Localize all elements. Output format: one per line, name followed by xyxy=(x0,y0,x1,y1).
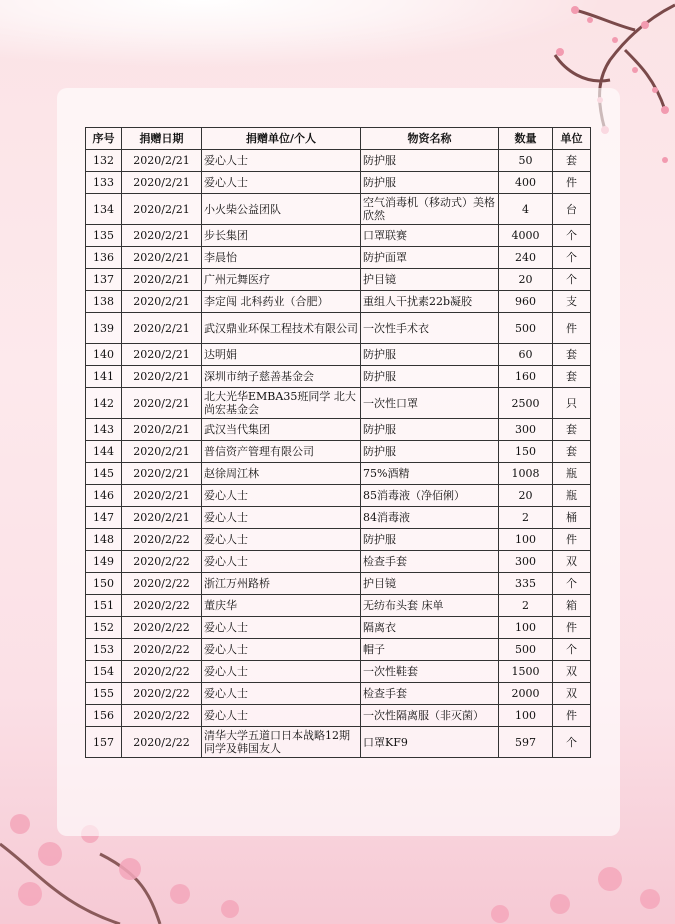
cell-unit: 个 xyxy=(553,247,591,269)
cell-date: 2020/2/21 xyxy=(122,269,202,291)
cell-date: 2020/2/22 xyxy=(122,683,202,705)
cell-index: 134 xyxy=(86,194,122,225)
cell-donor: 深圳市纳子慈善基金会 xyxy=(202,366,361,388)
cell-date: 2020/2/22 xyxy=(122,727,202,758)
cell-quantity: 335 xyxy=(499,573,553,595)
cell-index: 152 xyxy=(86,617,122,639)
header-item: 物资名称 xyxy=(361,128,499,150)
header-donor: 捐赠单位/个人 xyxy=(202,128,361,150)
cell-unit: 只 xyxy=(553,388,591,419)
table-row xyxy=(86,388,591,419)
cell-donor: 赵徐周江林 xyxy=(202,463,361,485)
cell-item: 75%酒精 xyxy=(361,463,499,485)
cell-quantity: 960 xyxy=(499,291,553,313)
cell-unit: 台 xyxy=(553,194,591,225)
cell-date: 2020/2/21 xyxy=(122,313,202,344)
table-row xyxy=(86,507,591,529)
cell-index: 156 xyxy=(86,705,122,727)
cell-quantity: 150 xyxy=(499,441,553,463)
cell-donor: 北大光华EMBA35班同学 北大尚宏基金会 xyxy=(202,388,361,419)
cell-date: 2020/2/21 xyxy=(122,388,202,419)
cell-donor: 爱心人士 xyxy=(202,150,361,172)
cell-quantity: 2 xyxy=(499,507,553,529)
cell-index: 147 xyxy=(86,507,122,529)
cell-quantity: 20 xyxy=(499,485,553,507)
cell-index: 133 xyxy=(86,172,122,194)
cell-index: 135 xyxy=(86,225,122,247)
cell-item: 口罩KF9 xyxy=(361,727,499,758)
cell-quantity: 20 xyxy=(499,269,553,291)
cell-date: 2020/2/21 xyxy=(122,225,202,247)
cell-quantity: 60 xyxy=(499,344,553,366)
cell-unit: 套 xyxy=(553,150,591,172)
cell-unit: 瓶 xyxy=(553,463,591,485)
cell-quantity: 2500 xyxy=(499,388,553,419)
cell-donor: 普信资产管理有限公司 xyxy=(202,441,361,463)
header-index: 序号 xyxy=(86,128,122,150)
cell-item: 口罩联赛 xyxy=(361,225,499,247)
cell-unit: 个 xyxy=(553,727,591,758)
cell-date: 2020/2/22 xyxy=(122,617,202,639)
cell-date: 2020/2/22 xyxy=(122,573,202,595)
table-row xyxy=(86,727,591,758)
table-row xyxy=(86,529,591,551)
cell-index: 143 xyxy=(86,419,122,441)
cell-date: 2020/2/22 xyxy=(122,705,202,727)
cell-item: 隔离衣 xyxy=(361,617,499,639)
cell-donor: 爱心人士 xyxy=(202,639,361,661)
cell-index: 154 xyxy=(86,661,122,683)
cell-unit: 桶 xyxy=(553,507,591,529)
cell-quantity: 1008 xyxy=(499,463,553,485)
cell-unit: 双 xyxy=(553,661,591,683)
cell-unit: 个 xyxy=(553,225,591,247)
cell-unit: 双 xyxy=(553,683,591,705)
table-row xyxy=(86,194,591,225)
cell-item: 一次性手术衣 xyxy=(361,313,499,344)
cell-date: 2020/2/22 xyxy=(122,595,202,617)
cell-unit: 套 xyxy=(553,441,591,463)
cell-quantity: 300 xyxy=(499,551,553,573)
table-row xyxy=(86,419,591,441)
cell-donor: 小火柴公益团队 xyxy=(202,194,361,225)
cell-date: 2020/2/21 xyxy=(122,194,202,225)
cell-index: 148 xyxy=(86,529,122,551)
cell-quantity: 597 xyxy=(499,727,553,758)
cell-item: 空气消毒机（移动式）美格欣然 xyxy=(361,194,499,225)
table-row xyxy=(86,366,591,388)
cell-index: 138 xyxy=(86,291,122,313)
cell-item: 护目镜 xyxy=(361,573,499,595)
header-quantity: 数量 xyxy=(499,128,553,150)
cell-quantity: 1500 xyxy=(499,661,553,683)
cell-unit: 套 xyxy=(553,366,591,388)
table-row xyxy=(86,485,591,507)
cell-unit: 个 xyxy=(553,573,591,595)
cell-index: 142 xyxy=(86,388,122,419)
cell-quantity: 2 xyxy=(499,595,553,617)
cell-item: 一次性隔离服（非灭菌） xyxy=(361,705,499,727)
table-row xyxy=(86,661,591,683)
cell-donor: 清华大学五道口日本战略12期同学及韩国友人 xyxy=(202,727,361,758)
cell-donor: 爱心人士 xyxy=(202,529,361,551)
table-row xyxy=(86,247,591,269)
cell-index: 136 xyxy=(86,247,122,269)
table-row xyxy=(86,617,591,639)
cell-index: 149 xyxy=(86,551,122,573)
cell-date: 2020/2/21 xyxy=(122,247,202,269)
cell-item: 重组人干扰素22b凝胶 xyxy=(361,291,499,313)
table-row xyxy=(86,463,591,485)
table-row xyxy=(86,269,591,291)
cell-donor: 广州元舞医疗 xyxy=(202,269,361,291)
cell-quantity: 400 xyxy=(499,172,553,194)
cell-quantity: 500 xyxy=(499,639,553,661)
table-row xyxy=(86,705,591,727)
cell-date: 2020/2/21 xyxy=(122,507,202,529)
cell-item: 无纺布头套 床单 xyxy=(361,595,499,617)
cell-unit: 件 xyxy=(553,313,591,344)
cell-donor: 爱心人士 xyxy=(202,172,361,194)
cell-date: 2020/2/21 xyxy=(122,485,202,507)
cell-quantity: 4000 xyxy=(499,225,553,247)
cell-unit: 箱 xyxy=(553,595,591,617)
table-row xyxy=(86,172,591,194)
cell-donor: 爱心人士 xyxy=(202,617,361,639)
cell-unit: 件 xyxy=(553,172,591,194)
cell-donor: 爱心人士 xyxy=(202,485,361,507)
cell-donor: 步长集团 xyxy=(202,225,361,247)
cell-donor: 武汉当代集团 xyxy=(202,419,361,441)
cell-unit: 套 xyxy=(553,419,591,441)
cell-index: 150 xyxy=(86,573,122,595)
cell-donor: 李定闯 北科药业（合肥） xyxy=(202,291,361,313)
cell-index: 137 xyxy=(86,269,122,291)
cell-index: 139 xyxy=(86,313,122,344)
cell-date: 2020/2/21 xyxy=(122,419,202,441)
cell-unit: 瓶 xyxy=(553,485,591,507)
cell-index: 144 xyxy=(86,441,122,463)
cell-item: 防护面罩 xyxy=(361,247,499,269)
cell-donor: 爱心人士 xyxy=(202,683,361,705)
table-row xyxy=(86,595,591,617)
cell-date: 2020/2/22 xyxy=(122,661,202,683)
cell-quantity: 100 xyxy=(499,705,553,727)
table-body xyxy=(86,150,591,758)
cell-date: 2020/2/21 xyxy=(122,441,202,463)
cell-item: 防护服 xyxy=(361,150,499,172)
cell-donor: 李晨怡 xyxy=(202,247,361,269)
cell-date: 2020/2/22 xyxy=(122,551,202,573)
cell-donor: 爱心人士 xyxy=(202,507,361,529)
cell-index: 132 xyxy=(86,150,122,172)
cell-quantity: 100 xyxy=(499,617,553,639)
cell-item: 防护服 xyxy=(361,419,499,441)
cell-quantity: 160 xyxy=(499,366,553,388)
header-date: 捐赠日期 xyxy=(122,128,202,150)
cell-index: 151 xyxy=(86,595,122,617)
cell-quantity: 100 xyxy=(499,529,553,551)
cell-quantity: 50 xyxy=(499,150,553,172)
table-row xyxy=(86,683,591,705)
cell-item: 一次性口罩 xyxy=(361,388,499,419)
cell-item: 帽子 xyxy=(361,639,499,661)
table-row xyxy=(86,573,591,595)
cell-date: 2020/2/21 xyxy=(122,150,202,172)
cell-item: 防护服 xyxy=(361,172,499,194)
cell-date: 2020/2/21 xyxy=(122,291,202,313)
cell-donor: 董庆华 xyxy=(202,595,361,617)
table-row xyxy=(86,291,591,313)
cell-quantity: 300 xyxy=(499,419,553,441)
cell-date: 2020/2/21 xyxy=(122,344,202,366)
cell-item: 一次性鞋套 xyxy=(361,661,499,683)
cell-donor: 浙江万州路桥 xyxy=(202,573,361,595)
table-row xyxy=(86,225,591,247)
table-row xyxy=(86,551,591,573)
cell-index: 157 xyxy=(86,727,122,758)
cell-quantity: 500 xyxy=(499,313,553,344)
cell-date: 2020/2/21 xyxy=(122,463,202,485)
cell-index: 141 xyxy=(86,366,122,388)
cell-unit: 支 xyxy=(553,291,591,313)
cell-index: 146 xyxy=(86,485,122,507)
cell-item: 防护服 xyxy=(361,529,499,551)
cell-item: 防护服 xyxy=(361,366,499,388)
cell-unit: 套 xyxy=(553,344,591,366)
donation-table xyxy=(85,127,591,758)
cell-unit: 件 xyxy=(553,617,591,639)
cell-unit: 个 xyxy=(553,639,591,661)
cell-item: 85消毒液（净佰俐） xyxy=(361,485,499,507)
cell-quantity: 4 xyxy=(499,194,553,225)
cell-donor: 爱心人士 xyxy=(202,705,361,727)
cell-unit: 个 xyxy=(553,269,591,291)
cell-item: 护目镜 xyxy=(361,269,499,291)
cell-index: 140 xyxy=(86,344,122,366)
cell-index: 145 xyxy=(86,463,122,485)
table-header-row xyxy=(86,128,591,150)
header-unit: 单位 xyxy=(553,128,591,150)
cell-unit: 件 xyxy=(553,705,591,727)
cell-item: 防护服 xyxy=(361,344,499,366)
cell-quantity: 2000 xyxy=(499,683,553,705)
cell-quantity: 240 xyxy=(499,247,553,269)
cell-index: 153 xyxy=(86,639,122,661)
cell-index: 155 xyxy=(86,683,122,705)
cell-donor: 武汉鼎业环保工程技术有限公司 xyxy=(202,313,361,344)
table-row xyxy=(86,639,591,661)
table-row xyxy=(86,313,591,344)
cell-date: 2020/2/22 xyxy=(122,639,202,661)
cell-donor: 爱心人士 xyxy=(202,551,361,573)
cell-item: 检查手套 xyxy=(361,683,499,705)
cell-unit: 件 xyxy=(553,529,591,551)
cell-item: 检查手套 xyxy=(361,551,499,573)
cell-donor: 爱心人士 xyxy=(202,661,361,683)
cell-item: 防护服 xyxy=(361,441,499,463)
table-row xyxy=(86,441,591,463)
cell-item: 84消毒液 xyxy=(361,507,499,529)
cell-unit: 双 xyxy=(553,551,591,573)
cell-date: 2020/2/22 xyxy=(122,529,202,551)
table-row xyxy=(86,344,591,366)
cell-date: 2020/2/21 xyxy=(122,172,202,194)
table-row xyxy=(86,150,591,172)
cell-date: 2020/2/21 xyxy=(122,366,202,388)
cell-donor: 达明娟 xyxy=(202,344,361,366)
